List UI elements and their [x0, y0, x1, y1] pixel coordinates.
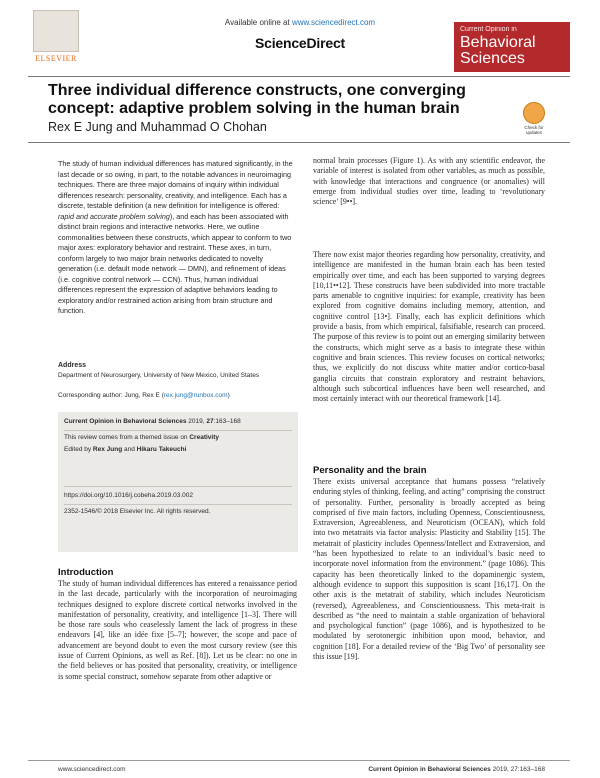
footer-journal: Current Opinion in Behavioral Sciences: [368, 766, 491, 773]
article-authors: Rex E Jung and Muhammad O Chohan: [48, 120, 267, 134]
corr-suffix: ): [227, 392, 230, 399]
journal-cover: [454, 22, 570, 72]
author-email-link[interactable]: rex.jung@runbox.com: [163, 392, 228, 399]
article-title: Three individual difference constructs, one converging concept: adaptive problem solving in the human brain: [48, 82, 466, 117]
editors-and: and: [122, 446, 137, 453]
personality-heading: Personality and the brain: [313, 465, 427, 476]
citation-year: 2019,: [186, 418, 207, 425]
citation-volume: 27: [206, 418, 214, 425]
introduction-paragraph: The study of human individual differences has entered a renaissance period in the last decade, particularly with the incorporation of neuroimaging techniques designed to explore discrete cortical networks involved in the manifestation of personality, creativity, and intelligence [1–3]. There will be those rare souls who ceaselessly lament the lack of progress in these endeavors [4], like an idée fixe [5–7]; however, the scope and pace of advancement are beyond doubt to even the most cursory review (see this issue of Current Opinions, as well as Ref. [8]). Let us be clear: no one in the field believes or has posited that personality, creativity, or intelligence is some special construct, somehow separate from other adaptive or: [58, 579, 297, 681]
platform-name: ScienceDirect: [254, 35, 345, 51]
cover-title-line2: Sciences: [460, 50, 525, 67]
available-prefix: Available online at: [224, 18, 290, 27]
editor-2: Hikaru Takeuchi: [136, 446, 187, 453]
editor-1: Rex Jung: [92, 446, 123, 453]
right-p1: normal brain processes (Figure 1). As with any scientific endeavor, the variable of interest is isolated from other variables, as much as possible, with knowledge that interactions and congruence (or anomalies) will emerge from individual studies over time, leading to ‘revolutionary science’ [9••].: [313, 156, 545, 207]
footer-cite: 2019, 27:163–168: [490, 766, 545, 773]
check-updates-label: Check for updates: [524, 125, 544, 135]
title-rule: [28, 142, 570, 143]
abstract-text: The study of human individual differences has matured significantly, in the last decade or so owing, in part, to the notable advances in neuroimaging techniques. There are three major domains of inquiry within individual differences research: personality, creativity, and intelligence. Each has a discrete, testable definition (a new definition for intelligence is offered:: [58, 159, 293, 210]
address-text: Department of Neurosurgery, University of New Mexico, United States: [58, 372, 260, 379]
citation-pages: :163–168: [213, 418, 241, 425]
abstract: [58, 159, 294, 317]
info-divider: [64, 430, 292, 431]
introduction-text: [58, 579, 297, 682]
theme-prefix: This review comes from a themed issue on: [64, 434, 190, 441]
footer-rule: [28, 760, 570, 761]
info-divider-2: [64, 486, 292, 487]
edited-prefix: Edited by: [64, 446, 93, 453]
introduction-heading: Introduction: [58, 567, 114, 578]
abstract-text-2: ), and each has been associated with distinct brain regions and interactive networks. Here, we outline commonalities between these constructs, which appear to conform to two major axes: exploratory behavior and restraint. These axes, in turn, conform largely to two major brain networks dedicated to novelty generation (i.e. default mode network — DMN), and refinement of ideas (i.e. cognitive control network — CCN). Thus, human individual differences represent the expression of adaptive behaviors leading to exploratory and/or restrained action arising from brain structure and function.: [58, 211, 292, 315]
corr-prefix: Corresponding author: Jung, Rex E (: [58, 392, 164, 399]
citation-line: [64, 418, 294, 425]
right-paragraph-2: [313, 250, 545, 404]
abstract-italic: rapid and accurate problem solving: [58, 211, 170, 221]
journal-name: Current Opinion in Behavioral Sciences: [64, 418, 187, 425]
copyright-line: 2352-1546/© 2018 Elsevier Inc. All rights reserved.: [64, 508, 211, 515]
right-p2: There now exist major theories regarding how personality, creativity, and intelligence are manifested in the human brain each has been tested empirically over time, and each has been supported to varying degrees [10,11••12]. These constructs have been subdivided into more tractable parts amenable to cognitive inquiries: for example, creativity has been explored from cognitive domains including memory, attention, and cognitive control [13•]. Finally, each has explicit definitions which provide a basis, from which empirical, falsifiable, research can proceed. The purpose of this review is to point out an emerging similarity between the constructs, which might serve as a basis to integrate these within cognitive and brain sciences. This review focuses on cortical networks; thus, we explicitly do not discuss white matter and/or cortico-basal ganglia circuits that constrain exploratory and restraint behaviors, although such subcortical influences have been well researched, and most certainly interact with our theoretical framework [14].: [313, 250, 545, 404]
info-divider-3: [64, 504, 292, 505]
footer-citation: [368, 766, 545, 773]
sciencedirect-link[interactable]: www.sciencedirect.com: [291, 18, 376, 27]
right-paragraph-1: [313, 156, 545, 207]
editors-line: [64, 446, 294, 453]
right-p3: There exists universal acceptance that humans possess “relatively enduring styles of thinking, feeling, and acting” comprising the construct of personality. Further, personality is broadly accepted as being comprised of five main factors, including Openness, Conscientiousness, Extraversion, Agreeableness, and Neuroticism (OCEAN), which fold into two metatraits via factor analysis: Plasticity and Stability [15]. The metatrait of plasticity includes Openness/Intellect and Extraversion, and “has been hypothesized to relate to an individual’s basic need to incorporate novel information from the environment.” (page 1086). This capacity has been theoretically linked to the dopaminergic system, although evidence to support this supposition is scant [16,17]. On the other axis is the metatrait of stability, which includes Neuroticism (reversed), Agreeableness, and Conscientiousness. This meta-trait is described as “the need to maintain a stable organization of behavioral and psychological function” (page 1086), and is hypothesized to be modulated by serotonergic inhibition upon mood, behavior, and cognition [18]. For a detailed review of the ‘Big Two’ of personality see this issue [19].: [313, 477, 545, 662]
check-updates-icon: [523, 102, 545, 124]
right-paragraph-3: [313, 477, 545, 662]
cover-title-line1: Behavioral: [460, 34, 536, 51]
publisher-name: ELSEVIER: [35, 54, 77, 63]
theme-name: Creativity: [189, 434, 219, 441]
header-rule: [28, 76, 570, 77]
article-info-box: [58, 412, 298, 552]
check-for-updates[interactable]: [520, 102, 548, 136]
theme-line: [64, 434, 294, 441]
cover-small-title: Current Opinion in: [460, 26, 517, 33]
corresponding-author: [58, 392, 298, 399]
doi-link[interactable]: https://doi.org/10.1016/j.cobeha.2019.03.002: [64, 492, 194, 499]
address-heading: Address: [58, 362, 87, 369]
footer-site-link[interactable]: www.sciencedirect.com: [58, 766, 126, 773]
